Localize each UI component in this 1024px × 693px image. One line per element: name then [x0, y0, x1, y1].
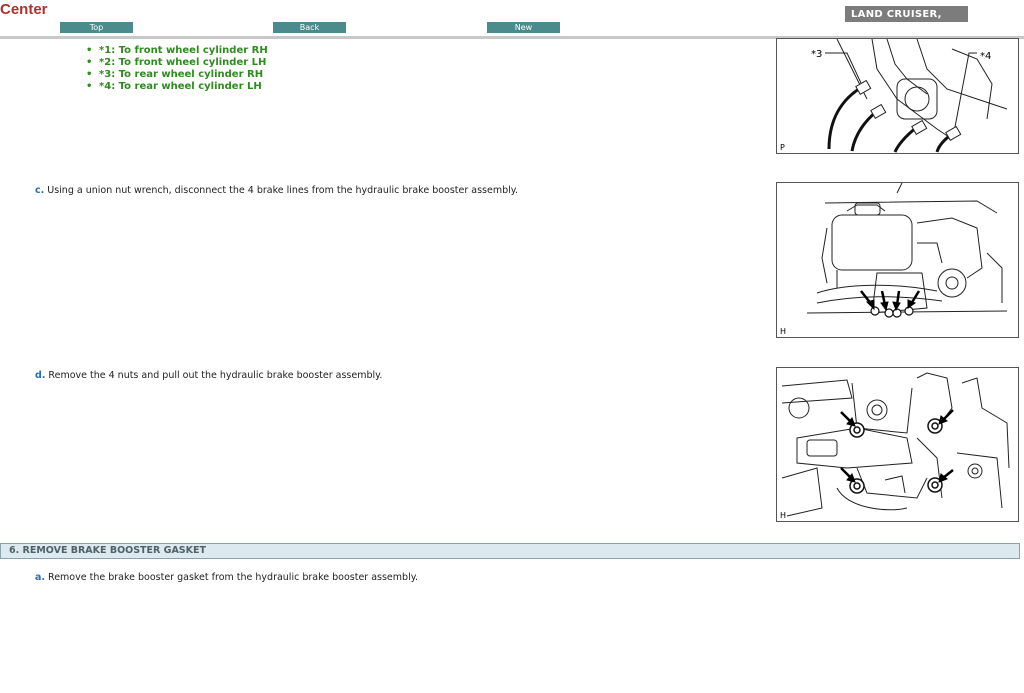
brake-booster-illustration: [777, 183, 1018, 337]
callout-3: *3: [811, 49, 823, 60]
step-c: [35, 185, 518, 196]
mounting-nuts-figure: [776, 367, 1019, 522]
step-text: Remove the brake booster gasket from the hydraulic brake booster assembly.: [48, 572, 418, 583]
legend-item: • *2: To front wheel cylinder LH: [86, 57, 267, 68]
figure-tag: H: [780, 327, 787, 336]
step-text: Using a union nut wrench, disconnect the 4 brake lines from the hydraulic brake booster assembly.: [47, 185, 519, 196]
callout-4: *4: [980, 51, 992, 62]
brake-line-legend: [86, 45, 268, 93]
step-letter: a.: [35, 572, 46, 583]
bullet-icon: •: [86, 45, 93, 56]
section-6-header: 6. REMOVE BRAKE BOOSTER GASKET: [0, 543, 1020, 559]
legend-item: • *3: To rear wheel cylinder RH: [86, 69, 264, 80]
bullet-icon: •: [86, 57, 93, 68]
step-6a: [35, 572, 418, 583]
brake-lines-illustration: [777, 39, 1018, 153]
brake-lines-figure: [776, 38, 1019, 154]
back-button[interactable]: Back: [273, 22, 346, 33]
step-d: [35, 370, 382, 381]
legend-item: • *4: To rear wheel cylinder LH: [86, 81, 262, 92]
bullet-icon: •: [86, 69, 93, 80]
step-text: Remove the 4 nuts and pull out the hydraulic brake booster assembly.: [48, 370, 383, 381]
new-button[interactable]: New: [487, 22, 560, 33]
figure-tag: H: [780, 511, 787, 520]
step-letter: c.: [35, 185, 45, 196]
page-title: Center: [0, 1, 48, 18]
mounting-nuts-illustration: [777, 368, 1018, 521]
step-letter: d.: [35, 370, 46, 381]
model-label: LAND CRUISER,: [845, 6, 968, 22]
legend-item: • *1: To front wheel cylinder RH: [86, 45, 268, 56]
header: [0, 0, 1024, 40]
bullet-icon: •: [86, 81, 93, 92]
figure-tag: P: [780, 143, 785, 152]
top-button[interactable]: Top: [60, 22, 133, 33]
brake-booster-figure: [776, 182, 1019, 338]
